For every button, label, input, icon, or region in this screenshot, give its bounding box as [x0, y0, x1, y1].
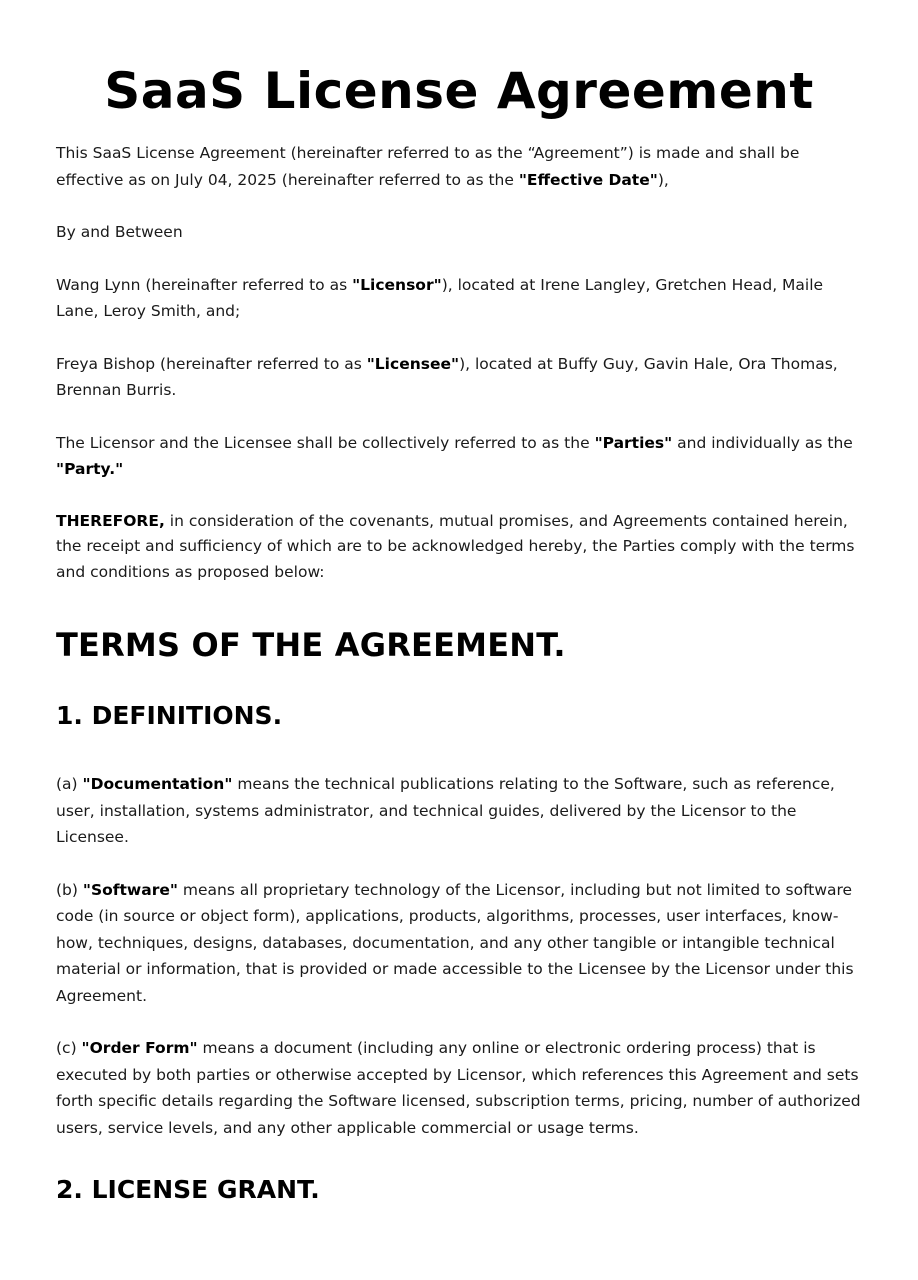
- license-grant-heading: 2. LICENSE GRANT.: [56, 1175, 320, 1204]
- intro-text: This SaaS License Agreement (hereinafter referred to as the “Agreement”) is made and shall be effective as on July 04, 2025 (hereinafter referred to as the: [56, 144, 800, 189]
- licensee-name-text: Freya Bishop (hereinafter referred to as: [56, 354, 367, 373]
- licensor-paragraph: [56, 272, 862, 325]
- licensee-paragraph: [56, 351, 862, 404]
- therefore-keyword: THEREFORE,: [56, 511, 165, 530]
- licensor-term: "Licensor": [352, 275, 442, 294]
- therefore-paragraph: [56, 509, 862, 586]
- licensor-name-text: Wang Lynn (hereinafter referred to as: [56, 275, 353, 294]
- definition-item-b: [56, 877, 862, 1010]
- parties-term: "Parties": [594, 433, 673, 452]
- terms-heading: TERMS OF THE AGREEMENT.: [56, 626, 566, 664]
- parties-text-2: and individually as the: [672, 433, 853, 452]
- definition-term: "Documentation": [82, 775, 233, 793]
- licensor-address-text: ), located at Irene Langley, Gretchen Head, Maile Lane, Leroy Smith, and;: [56, 275, 824, 320]
- licensee-term: "Licensee": [366, 354, 460, 373]
- definition-prefix: (c): [56, 1039, 82, 1057]
- definition-term: "Software": [82, 880, 178, 899]
- parties-text-1: The Licensor and the Licensee shall be collectively referred to as the: [56, 433, 595, 452]
- intro-text-end: ),: [657, 170, 669, 189]
- by-and-between: By and Between: [56, 223, 183, 241]
- licensee-address-text: ), located at Buffy Guy, Gavin Hale, Ora Thomas, Brennan Burris.: [56, 354, 838, 399]
- parties-paragraph: [56, 430, 862, 483]
- intro-paragraph: [56, 140, 862, 193]
- definition-prefix: (a): [56, 775, 83, 793]
- definition-text: means all proprietary technology of the Licensor, including but not limited to software code (in source or object form), applications, products, algorithms, processes, user interfaces, know-how, techniques, designs, databases, documentation, and any other tangible or intangible technical material or information, that is provided or made accessible to the Licensee by the Licensor under this Agreement.: [56, 880, 854, 1005]
- therefore-text: in consideration of the covenants, mutual promises, and Agreements contained herein, the receipt and sufficiency of which are to be acknowledged hereby, the Parties comply with the terms and conditions as proposed below:: [56, 511, 855, 581]
- document-title: SaaS License Agreement: [104, 62, 814, 120]
- effective-date-term: "Effective Date": [518, 170, 658, 189]
- definitions-heading: 1. DEFINITIONS.: [56, 701, 283, 730]
- definition-item-a: [56, 771, 862, 851]
- definition-item-c: [56, 1035, 862, 1141]
- definition-text: means a document (including any online or electronic ordering process) that is executed by both parties or otherwise accepted by Licensor, which references this Agreement and sets forth specific details regarding the Software licensed, subscription terms, pricing, number of authorized users, service levels, and any other applicable commercial or usage terms.: [56, 1039, 861, 1137]
- definition-text: means the technical publications relating to the Software, such as reference, user, installation, systems administrator, and technical guides, delivered by the Licensor to the Licensee.: [56, 775, 835, 846]
- definition-term: "Order Form": [81, 1039, 198, 1057]
- definition-prefix: (b): [56, 880, 83, 899]
- party-term: "Party.": [56, 460, 124, 478]
